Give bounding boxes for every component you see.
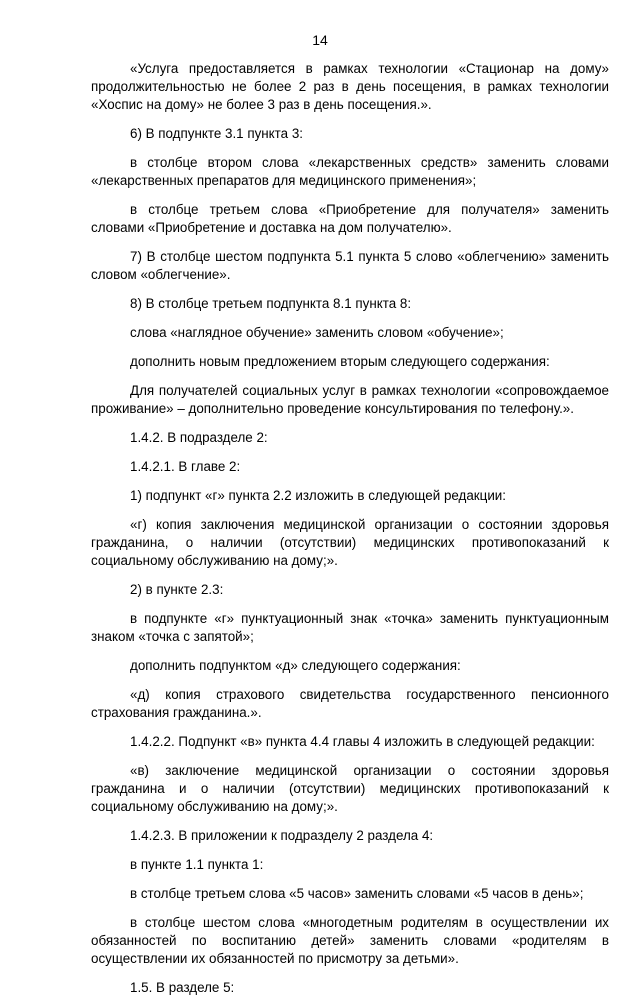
paragraph: 6) В подпункте 3.1 пункта 3: (130, 126, 303, 141)
paragraph: 2) в пункте 2.3: (130, 582, 224, 597)
paragraph: 1.4.2.1. В главе 2: (130, 459, 241, 474)
paragraph: дополнить новым предложением вторым следующего содержания: (130, 354, 550, 369)
paragraph: в столбце втором слова «лекарственных средств» заменить словами «лекарственных препаратов для медицинского применения»; (91, 155, 609, 188)
paragraph: «г) копия заключения медицинской организации о состоянии здоровья гражданина, о наличии (отсутствии) медицинских противопоказаний к социальному обслуживанию на дому;». (91, 517, 609, 568)
paragraph: 8) В столбце третьем подпункта 8.1 пункта 8: (130, 296, 412, 311)
paragraph: 1.4.2.2. Подпункт «в» пункта 4.4 главы 4 изложить в следующей редакции: (130, 734, 595, 749)
paragraph: «д) копия страхового свидетельства государственного пенсионного страхования гражданина.». (91, 687, 609, 720)
paragraph: 1.4.2. В подразделе 2: (130, 430, 268, 445)
paragraph: дополнить подпунктом «д» следующего содержания: (130, 658, 461, 673)
paragraph: «в) заключение медицинской организации о состоянии здоровья гражданина и о наличии (отсутствии) медицинских противопоказаний к социальному обслуживанию на дому;». (91, 763, 609, 814)
paragraph: «Услуга предоставляется в рамках технологии «Стационар на дому» продолжительностью не более 2 раз в день посещения, в рамках технологии «Хоспис на дому» не более 3 раз в день посещения.». (91, 61, 609, 112)
document-body (91, 60, 609, 1008)
paragraph: 1.5. В разделе 5: (130, 980, 235, 995)
paragraph: в пункте 1.1 пункта 1: (130, 857, 264, 872)
paragraph: 7) В столбце шестом подпункта 5.1 пункта 5 слово «облегчению» заменить словом «облегчение». (91, 249, 609, 282)
paragraph: в столбце третьем слова «Приобретение для получателя» заменить словами «Приобретение и доставка на дом получателю». (91, 202, 609, 235)
paragraph: 1) подпункт «г» пункта 2.2 изложить в следующей редакции: (130, 488, 507, 503)
paragraph: Для получателей социальных услуг в рамках технологии «сопровождаемое проживание» – дополнительно проведение консультирования по телефону.». (91, 383, 609, 416)
page-number: 14 (312, 32, 328, 48)
paragraph: в подпункте «г» пунктуационный знак «точка» заменить пунктуационным знаком «точка с запятой»; (91, 611, 609, 644)
paragraph: 1.4.2.3. В приложении к подразделу 2 раздела 4: (130, 828, 434, 843)
paragraph: слова «наглядное обучение» заменить словом «обучение»; (130, 325, 504, 340)
paragraph: в столбце третьем слова «5 часов» заменить словами «5 часов в день»; (130, 886, 584, 901)
paragraph: в столбце шестом слова «многодетным родителям в осуществлении их обязанностей по воспитанию детей» заменить словами «родителям в осуществлении их обязанностей по присмотру за детьми». (91, 915, 609, 966)
